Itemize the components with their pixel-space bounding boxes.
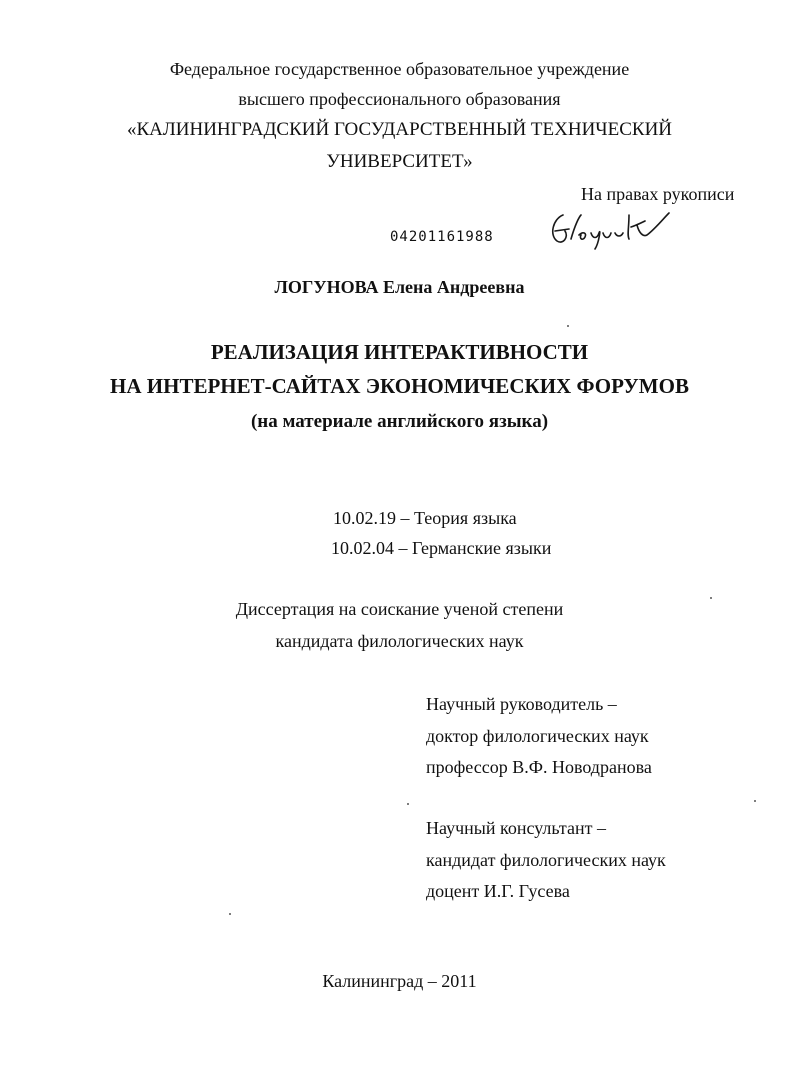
consultant-role: Научный консультант –: [426, 818, 606, 838]
footer-city-year: Калининград – 2011: [322, 971, 477, 991]
supervisor-role: Научный руководитель –: [426, 694, 617, 714]
supervisor-name: профессор В.Ф. Новодранова: [426, 757, 652, 777]
specialty-1: 10.02.19 – Теория языка: [333, 508, 517, 528]
title-line-1: РЕАЛИЗАЦИЯ ИНТЕРАКТИВНОСТИ: [210, 340, 589, 364]
supervisor-degree: доктор филологических наук: [426, 726, 649, 746]
scan-speck: [407, 803, 409, 805]
author-name: ЛОГУНОВА Елена Андреевна: [274, 277, 525, 297]
header-line-1: Федеральное государственное образовательное учреждение: [169, 59, 630, 79]
scan-speck: [567, 325, 569, 327]
header-line-4: УНИВЕРСИТЕТ»: [326, 151, 473, 172]
degree-line-2: кандидата филологических наук: [275, 631, 524, 651]
manuscript-note: На правах рукописи: [581, 184, 735, 204]
consultant-degree: кандидат филологических наук: [426, 850, 666, 870]
header-line-3: «КАЛИНИНГРАДСКИЙ ГОСУДАРСТВЕННЫЙ ТЕХНИЧЕСКИЙ: [126, 119, 673, 140]
scan-speck: [229, 913, 231, 915]
signature: [545, 205, 675, 255]
registration-number: 04201161988: [390, 229, 494, 245]
header-line-2: высшего профессионального образования: [238, 89, 561, 109]
title-line-3: (на материале английского языка): [250, 411, 549, 432]
degree-line-1: Диссертация на соискание ученой степени: [235, 599, 564, 619]
consultant-name: доцент И.Г. Гусева: [426, 881, 570, 901]
title-line-2: НА ИНТЕРНЕТ-САЙТАХ ЭКОНОМИЧЕСКИХ ФОРУМОВ: [110, 374, 689, 398]
scan-speck: [754, 800, 756, 802]
specialty-2: 10.02.04 – Германские языки: [331, 538, 552, 558]
